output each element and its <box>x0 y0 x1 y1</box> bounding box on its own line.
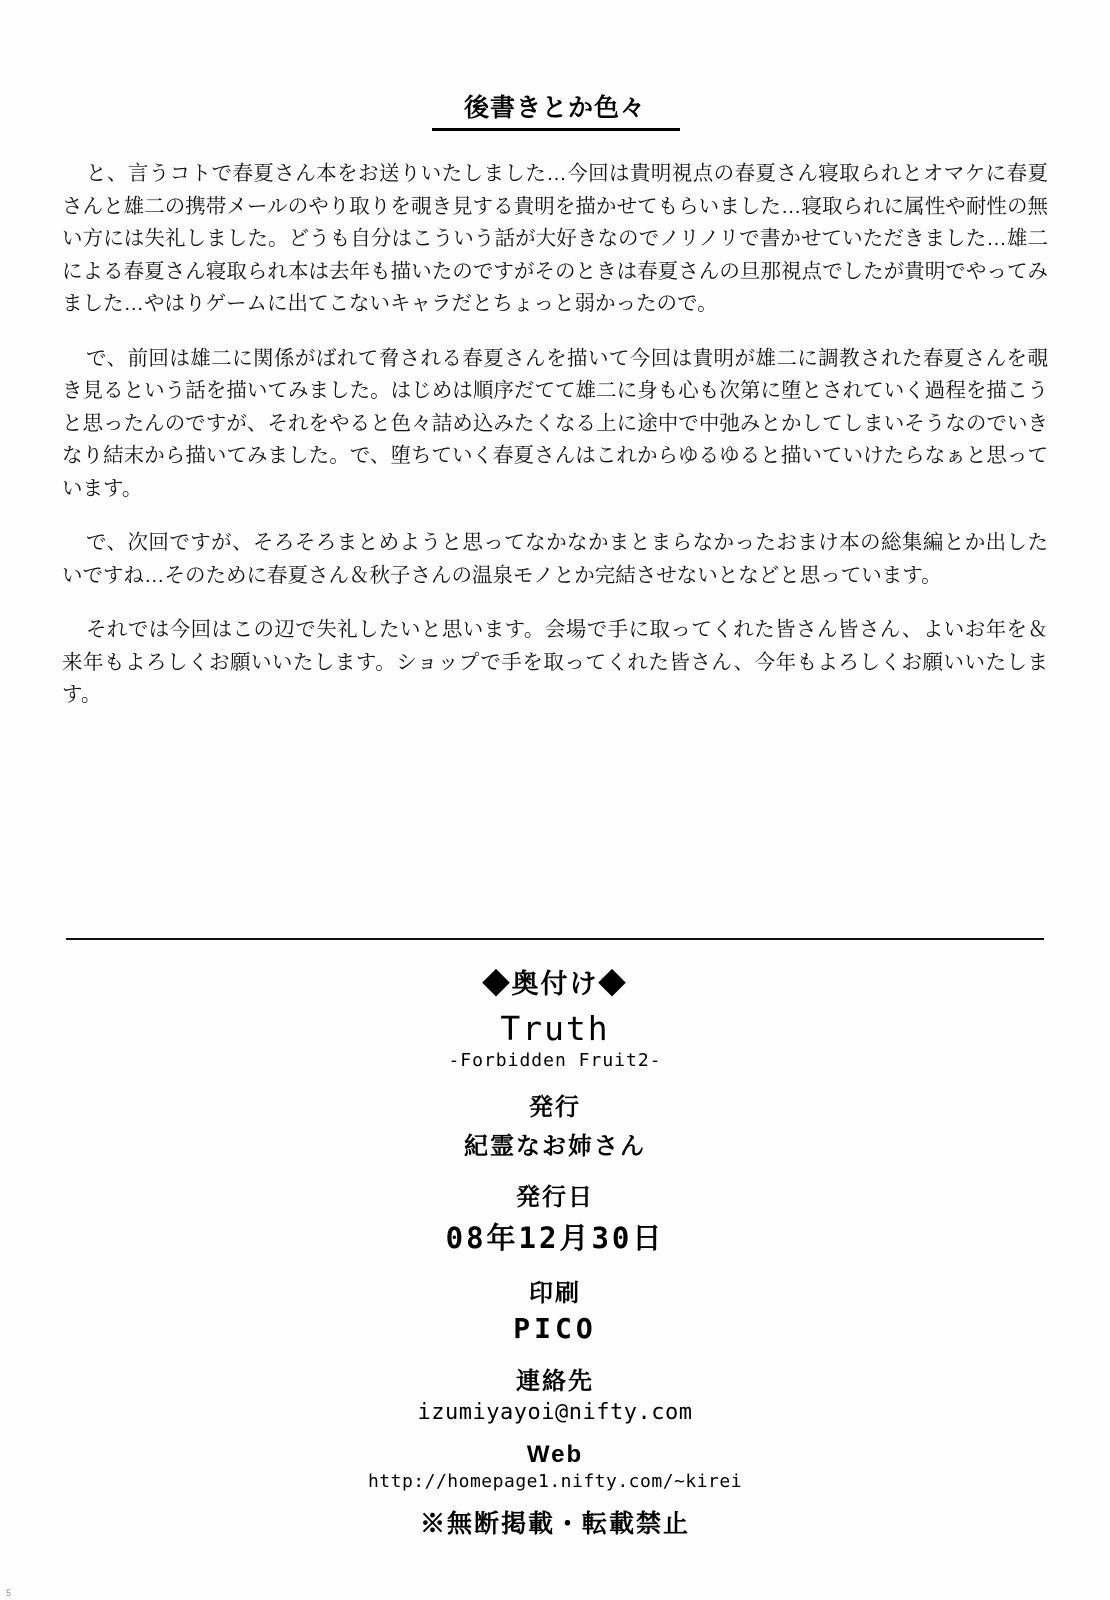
publication-date-label: 発行日 <box>516 1184 594 1211</box>
afterword-title-underline <box>432 128 680 131</box>
section-divider <box>66 938 1044 940</box>
contact-email: izumiyayoi@nifty.com <box>417 1400 693 1425</box>
publication-date-value: 08年12月30日 <box>445 1221 665 1255</box>
colophon-title: Truth <box>500 1009 610 1048</box>
publisher-value: 紀霊なお姉さん <box>464 1133 646 1160</box>
afterword-paragraph: それでは今回はこの辺で失礼したいと思います。会場で手に取ってくれた皆さん皆さん、よいお年を＆来年もよろしくお願いいたします。ショップで手を取ってくれた皆さん、今年もよろしくお願いいたします。 <box>62 618 1048 706</box>
afterword-body <box>62 158 1048 712</box>
afterword-paragraph: で、次回ですが、そろそろまとめようと思ってなかなかまとまらなかったおまけ本の総集編とか出したいですね…そのために春夏さん＆秋子さんの温泉モノとか完結させないとなどと思っています。 <box>62 531 1048 587</box>
afterword-title: 後書きとか色々 <box>463 94 646 122</box>
printer-value: PICO <box>513 1312 597 1345</box>
afterword-paragraph: で、前回は雄二に関係がばれて脅される春夏さんを描いて今回は貴明が雄二に調教された春夏さんを覗き見るという話を描いてみました。はじめは順序だてて雄二に身も心も次第に堕とされていく過程を描こうと思ったんのですが、それをやると色々詰め込みたくなる上に途中で中弛みとかしてしまいそうなのでいきなり結末から描いてみました。で、堕ちていく春夏さんはこれからゆるゆると描いていけたらなぁと思っています。 <box>62 346 1048 500</box>
afterword-paragraph: と、言うコトで春夏さん本をお送りいたしました…今回は貴明視点の春夏さん寝取られとオマケに春夏さんと雄二の携帯メールのやり取りを覗き見する貴明を描かせてもらいました…寝取られに属性や耐性の無い方には失礼しました。どうも自分はこういう話が大好きなのでノリノリで書かせていただきました…雄二による春夏さん寝取られ本は去年も描いたのですがそのときは春夏さんの旦那視点でしたが貴明でやってみました…やはりゲームに出てこないキャラだとちょっと弱かったので。 <box>62 162 1048 315</box>
colophon-subtitle: -Forbidden Fruit2- <box>448 1050 662 1071</box>
contact-label: 連絡先 <box>516 1368 594 1395</box>
page-corner-mark: 5 <box>6 1588 12 1598</box>
publisher-label: 発行 <box>529 1094 581 1121</box>
web-url: http://homepage1.nifty.com/~kirei <box>367 1471 743 1492</box>
copyright-notice: ※無断掲載・転載禁止 <box>419 1510 690 1538</box>
printer-label: 印刷 <box>529 1280 581 1307</box>
web-label: Web <box>526 1441 584 1468</box>
colophon-heading: ◆奥付け◆ <box>482 969 628 999</box>
colophon-block <box>0 958 1110 1540</box>
